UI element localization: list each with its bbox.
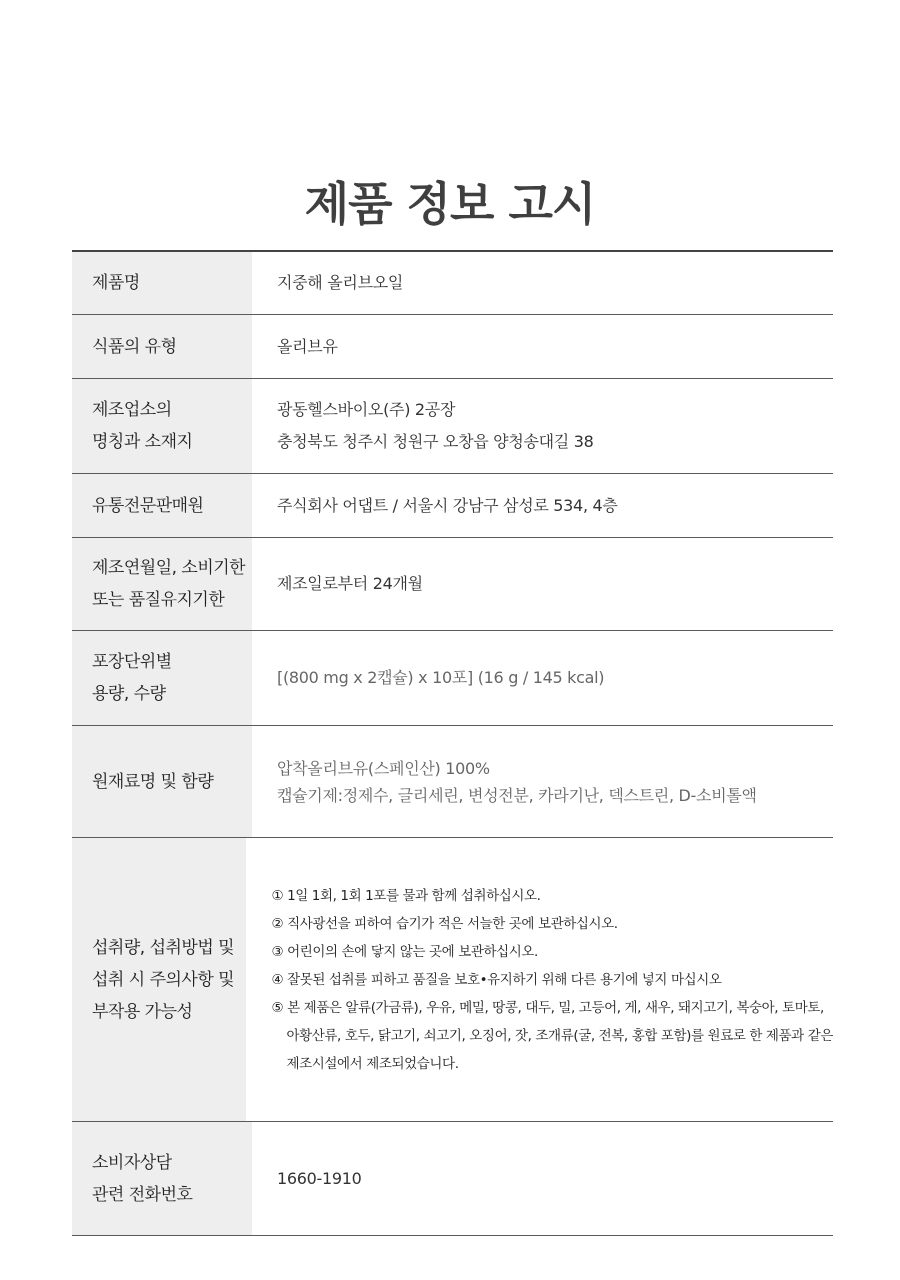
row-label-line: 유통전문판매원 [92, 495, 204, 516]
product-info-table [72, 250, 833, 1236]
row-label-line: 제품명 [92, 273, 140, 293]
row-value-line: 캡슐기제:정제수, 글리세린, 변성전분, 카라기난, 덱스트린, D-소비톨액 [277, 785, 757, 805]
row-label-line: 부작용 가능성 [92, 1001, 193, 1022]
row-label [72, 315, 252, 378]
row-value-line: 압착올리브유(스페인산) 100% [277, 758, 490, 778]
row-label-line: 포장단위별 [92, 652, 172, 672]
row-value-line: 주식회사 어댑트 / 서울시 강남구 삼성로 534, 4층 [277, 495, 618, 515]
table-row-ingredients [72, 726, 833, 838]
row-label-line: 소비자상담 [92, 1152, 172, 1173]
row-label-line: 또는 품질유지기한 [92, 590, 225, 610]
row-label-line: 명칭과 소재지 [92, 432, 193, 452]
row-label [72, 474, 252, 537]
page-title: 제품 정보 고시 [304, 177, 596, 231]
row-label-line: 제조연월일, 소비기한 [92, 558, 246, 578]
note-line: ④ 잘못된 섭취를 피하고 품질을 보호•유지하기 위해 다른 용기에 넣지 마십시오 [271, 971, 722, 988]
note-line: ③ 어린이의 손에 닿지 않는 곳에 보관하십시오. [271, 943, 538, 960]
row-label-line: 식품의 유형 [92, 336, 177, 357]
row-value [252, 1122, 833, 1235]
note-line: ⑤ 본 제품은 알류(가금류), 우유, 메밀, 땅콩, 대두, 밀, 고등어, 게, 새우, 돼지고기, 복숭아, 토마토, [271, 999, 824, 1016]
row-value [252, 474, 833, 537]
row-label-line: 섭취 시 주의사항 및 [92, 969, 235, 990]
table-row-expiry [72, 538, 833, 631]
table-row-consumer-contact [72, 1122, 833, 1236]
row-label [72, 538, 252, 630]
table-row-food-type [72, 315, 833, 379]
row-label [72, 726, 252, 837]
row-label-line: 용량, 수량 [92, 684, 166, 704]
contact-phone-number: 1660-1910 [277, 1168, 362, 1188]
row-value-line: [(800 mg x 2캡슐) x 10포] (16 g / 145 kcal) [277, 668, 605, 687]
row-label [72, 838, 246, 1121]
table-row-package-quantity [72, 631, 833, 726]
row-value-line: 지중해 올리브오일 [277, 273, 404, 292]
row-value [252, 631, 833, 725]
row-value-line: 광동헬스바이오(주) 2공장 [277, 400, 456, 419]
table-row-intake-precautions [72, 838, 833, 1122]
row-value [252, 252, 833, 314]
row-value [252, 538, 833, 630]
intake-notes [246, 838, 833, 1121]
row-value [252, 315, 833, 378]
note-line: ① 1일 1회, 1회 1포를 물과 함께 섭취하십시오. [271, 887, 541, 904]
note-line: 제조시설에서 제조되었습니다. [286, 1055, 459, 1072]
note-line: ② 직사광선을 피하여 습기가 적은 서늘한 곳에 보관하십시오. [271, 915, 618, 932]
note-line: 아황산류, 호두, 닭고기, 쇠고기, 오징어, 잣, 조개류(굴, 전복, 홍합 포함)를 원료로 한 제품과 같은 [286, 1027, 833, 1044]
row-label-line: 섭취량, 섭취방법 및 [92, 937, 235, 958]
row-label [72, 631, 252, 725]
row-label [72, 252, 252, 314]
row-value [252, 726, 833, 837]
row-label [72, 379, 252, 473]
row-label-line: 원재료명 및 함량 [92, 771, 214, 792]
row-value-line: 올리브유 [277, 336, 338, 356]
row-label-line: 관련 전화번호 [92, 1184, 193, 1205]
table-row-manufacturer [72, 379, 833, 474]
row-label [72, 1122, 252, 1235]
table-row-distributor [72, 474, 833, 538]
row-label-line: 제조업소의 [92, 400, 172, 420]
row-value-line: 제조일로부터 24개월 [277, 574, 423, 593]
table-row-product-name [72, 252, 833, 315]
row-value-line: 충청북도 청주시 청원구 오창읍 양청송대길 38 [277, 432, 594, 451]
row-value [252, 379, 833, 473]
